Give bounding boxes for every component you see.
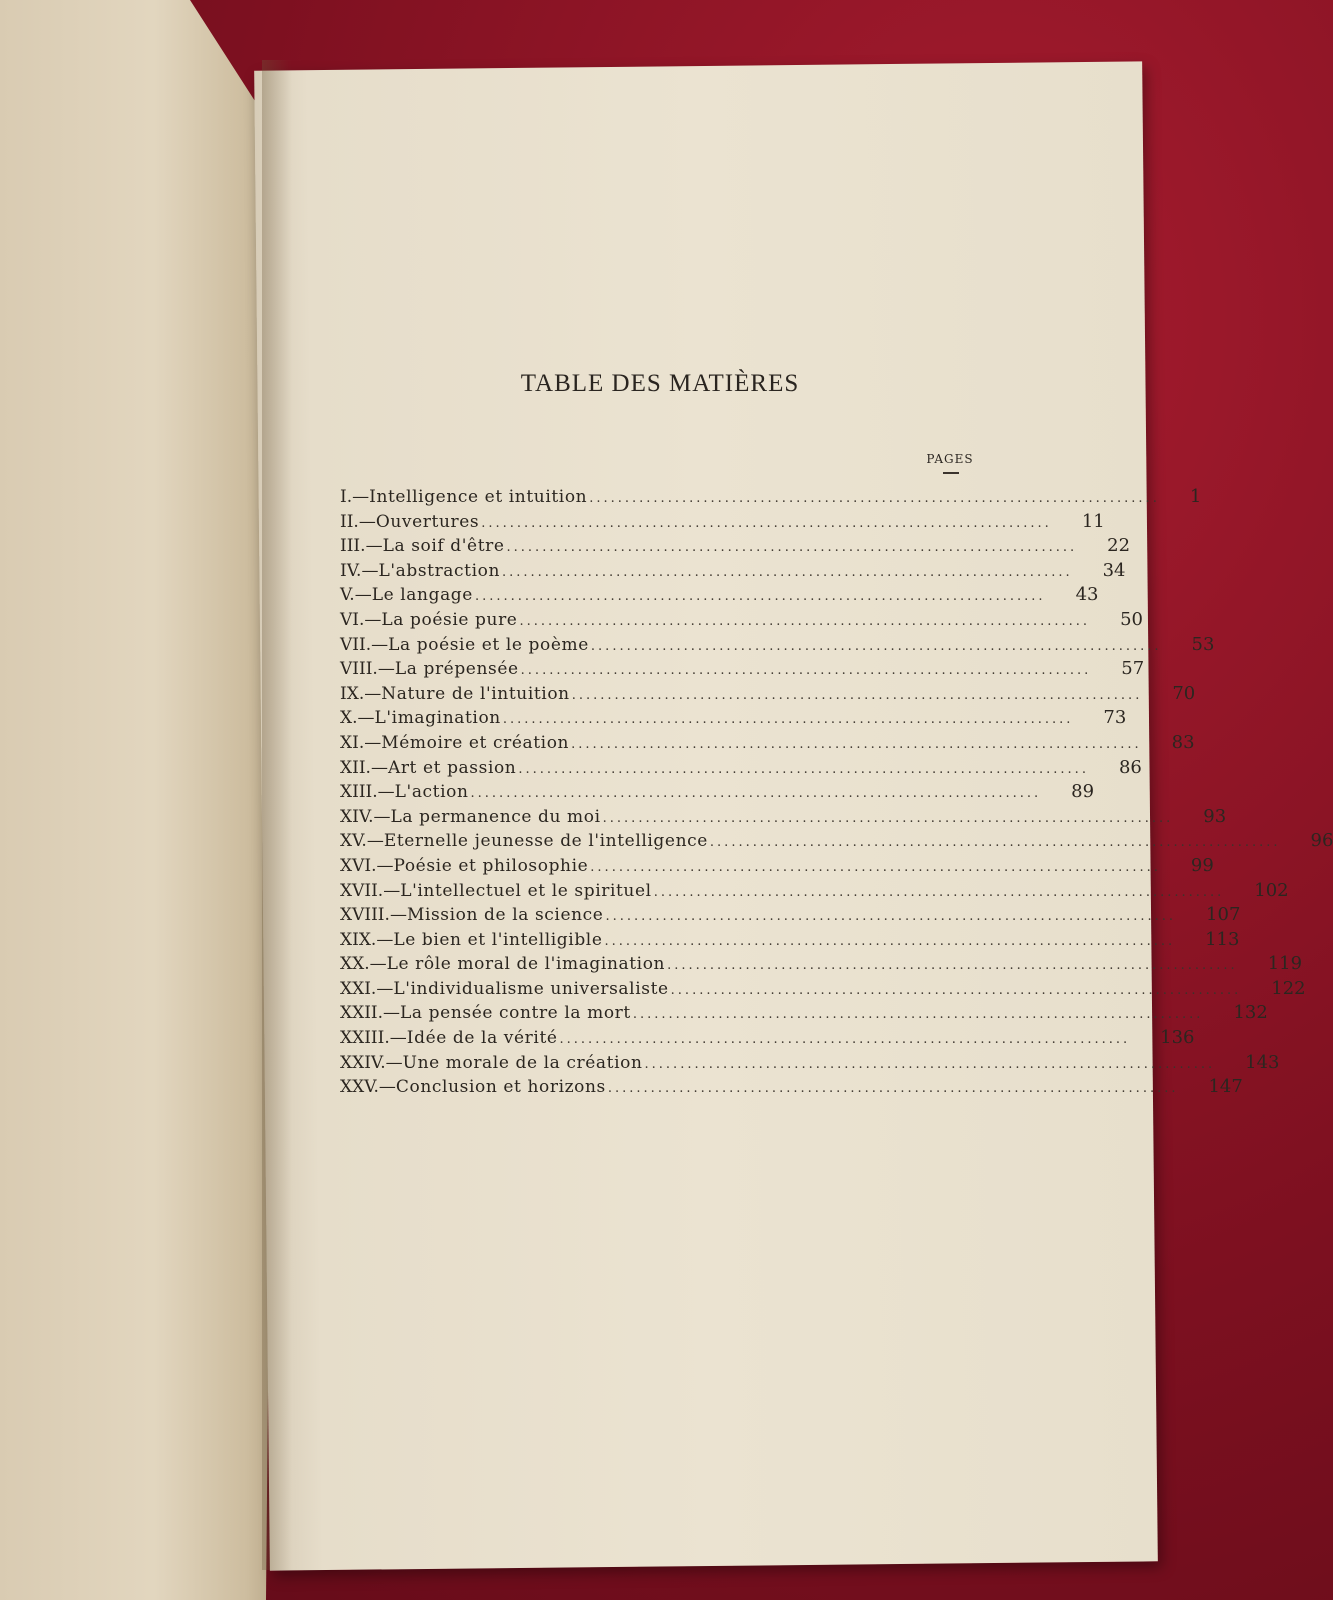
dot-leader: ................................................................................ (571, 736, 1142, 752)
chapter-title: L'abstraction (378, 560, 501, 581)
page-number: 50 (1120, 608, 1143, 630)
entry-dash: — (385, 1052, 403, 1073)
toc-entry (340, 731, 1195, 757)
page-number: 53 (1191, 633, 1215, 655)
chapter-numeral: XII. (340, 757, 371, 778)
chapter-numeral: V. (340, 585, 355, 606)
entry-dash: — (376, 929, 394, 950)
toc-entry (340, 781, 1095, 806)
page-number: 143 (1245, 1051, 1280, 1073)
dot-leader: ................................................................................ (502, 712, 1074, 728)
toc-entry (340, 928, 1240, 954)
page-number: 136 (1160, 1027, 1195, 1049)
chapter-title: Le langage (371, 585, 473, 606)
page-gutter (262, 60, 292, 1570)
chapter-title: Conclusion et horizons (395, 1077, 606, 1098)
toc-entry (340, 805, 1227, 831)
chapter-numeral: XIX. (340, 929, 377, 950)
dot-leader: ................................................................................ (709, 835, 1281, 851)
toc-entry (340, 854, 1214, 880)
page-number: 119 (1267, 953, 1303, 975)
chapter-numeral: VII. (340, 634, 372, 655)
dot-leader: ................................................................................ (644, 1056, 1216, 1072)
entry-dash: — (365, 536, 383, 557)
page-number: 107 (1206, 904, 1241, 926)
dot-leader: ................................................................................ (559, 1032, 1131, 1048)
entry-dash: — (377, 782, 395, 803)
entry-dash: — (352, 487, 370, 507)
page-number: 102 (1254, 879, 1289, 901)
chapter-title: La permanence du moi (390, 806, 601, 827)
entry-dash: — (364, 609, 382, 630)
toc-entry (340, 1076, 1243, 1101)
entry-dash: — (358, 511, 376, 532)
dot-leader: ................................................................................ (590, 859, 1161, 875)
dot-leader: ................................................................................ (605, 909, 1177, 925)
entry-dash: — (357, 708, 375, 729)
dot-leader: ................................................................................ (502, 564, 1073, 580)
chapter-title: L'imagination (374, 708, 501, 729)
page-number: 89 (1071, 781, 1095, 803)
dot-leader: ................................................................................ (653, 884, 1225, 900)
page-number: 132 (1233, 1002, 1268, 1024)
chapter-numeral: VIII. (340, 659, 378, 680)
toc-title: TABLE DES MATIÈRES (520, 370, 800, 397)
dot-leader: ................................................................................ (481, 515, 1052, 531)
entry-dash: — (361, 560, 379, 581)
chapter-title: L'intellectuel et le spirituel (400, 880, 652, 901)
dot-leader: ................................................................................ (632, 1007, 1204, 1023)
dot-leader: ................................................................................ (589, 491, 1160, 506)
entry-dash: — (369, 954, 387, 975)
page-number: 70 (1172, 682, 1196, 704)
chapter-title: L'individualisme universaliste (393, 978, 669, 999)
chapter-title: La soif d'être (382, 536, 505, 557)
entry-dash: — (364, 683, 382, 704)
dot-leader: ................................................................................ (518, 761, 1089, 777)
toc-entry (340, 879, 1289, 905)
page-number: 99 (1190, 854, 1214, 876)
chapter-numeral: XX. (340, 954, 370, 975)
chapter-title: Une morale de la création (402, 1052, 643, 1073)
chapter-numeral: XVI. (340, 855, 377, 876)
pages-label-underline (943, 472, 959, 474)
toc-entry (340, 486, 1202, 511)
toc-entry (340, 707, 1127, 732)
chapter-title: Ouvertures (375, 511, 480, 532)
dot-leader: ................................................................................ (520, 663, 1092, 679)
chapter-numeral: XIV. (340, 806, 374, 827)
page-number: 34 (1102, 559, 1126, 581)
chapter-numeral: XXIV. (340, 1052, 386, 1073)
entry-dash: — (370, 757, 388, 778)
page-number: 73 (1103, 707, 1127, 729)
chapter-title: Eternelle jeunesse de l'intelligence (383, 831, 708, 852)
page-number: 96 (1310, 830, 1333, 852)
entry-dash: — (389, 905, 407, 926)
chapter-title: Nature de l'intuition (381, 683, 570, 704)
page-number: 83 (1171, 731, 1195, 753)
dot-leader: ................................................................................ (474, 589, 1046, 605)
chapter-title: Le rôle moral de l'imagination (386, 954, 666, 975)
dot-leader: ................................................................................ (607, 1081, 1179, 1097)
entry-dash: — (378, 1077, 396, 1098)
chapter-numeral: X. (340, 708, 358, 729)
toc-entry (340, 510, 1105, 536)
chapter-numeral: IV. (340, 560, 362, 581)
entry-dash: — (389, 1028, 407, 1049)
toc-entry (340, 1051, 1280, 1077)
toc-entry (340, 1002, 1268, 1027)
toc-entry (340, 658, 1145, 683)
chapter-numeral: XXIII. (340, 1028, 390, 1049)
chapter-numeral: XXV. (340, 1077, 379, 1098)
entry-dash: — (364, 732, 382, 753)
entry-dash: — (376, 855, 394, 876)
dot-leader: ................................................................................ (670, 982, 1242, 998)
toc-entry (340, 633, 1215, 659)
entry-dash: — (376, 978, 394, 999)
page-number: 22 (1107, 535, 1131, 557)
entry-dash: — (366, 831, 384, 852)
toc-entry (340, 953, 1303, 978)
toc-entry (340, 1027, 1195, 1052)
chapter-numeral: VI. (340, 609, 365, 630)
dot-leader: ................................................................................ (590, 638, 1162, 654)
left-page (0, 0, 280, 1600)
chapter-numeral: III. (340, 536, 366, 557)
dot-leader: ................................................................................ (602, 810, 1174, 826)
dot-leader: ................................................................................ (519, 613, 1091, 629)
toc-entry (340, 682, 1196, 708)
chapter-title: La prépensée (394, 659, 519, 680)
chapter-numeral: XVIII. (340, 905, 390, 926)
page-number: 147 (1208, 1076, 1243, 1098)
page-number: 43 (1075, 584, 1099, 606)
toc-entry (340, 584, 1099, 609)
entry-dash: — (373, 806, 391, 827)
chapter-numeral: XI. (340, 732, 365, 753)
chapter-numeral: XVII. (340, 880, 384, 901)
chapter-title: Mission de la science (406, 905, 604, 926)
chapter-title: Intelligence et intuition (369, 487, 588, 507)
page-number: 86 (1118, 756, 1142, 778)
toc-entry (340, 977, 1306, 1003)
chapter-numeral: I. (340, 487, 353, 507)
chapter-title: Art et passion (387, 757, 517, 778)
pages-column-label: PAGES (926, 452, 974, 466)
entry-dash: — (377, 659, 395, 680)
toc-entry (340, 904, 1241, 929)
chapter-numeral: XXI. (340, 978, 377, 999)
page-number: 93 (1203, 805, 1227, 827)
chapter-title: Idée de la vérité (406, 1028, 558, 1049)
toc-list (340, 486, 1333, 1101)
page-number: 11 (1081, 510, 1105, 532)
chapter-title: La poésie pure (381, 609, 518, 630)
chapter-numeral: XV. (340, 831, 367, 852)
chapter-title: La poésie et le poème (388, 634, 589, 655)
toc-entry (340, 830, 1333, 855)
dot-leader: ................................................................................ (571, 687, 1143, 703)
chapter-numeral: II. (340, 511, 359, 532)
page-number: 113 (1205, 928, 1240, 950)
entry-dash: — (383, 1003, 401, 1024)
chapter-title: Le bien et l'intelligible (393, 929, 603, 950)
entry-dash: — (383, 880, 401, 901)
entry-dash: — (354, 585, 372, 606)
page-number: 1 (1189, 486, 1202, 507)
chapter-numeral: XIII. (340, 782, 378, 803)
toc-entry (340, 608, 1143, 634)
toc-entry (340, 756, 1142, 782)
chapter-title: Poésie et philosophie (393, 855, 589, 876)
dot-leader: ................................................................................ (667, 958, 1238, 974)
chapter-title: La pensée contre la mort (400, 1003, 631, 1024)
toc-entry (340, 535, 1131, 560)
dot-leader: ................................................................................ (470, 786, 1042, 802)
page-number: 122 (1271, 977, 1306, 999)
toc-entry (340, 559, 1126, 585)
page-number: 57 (1121, 658, 1145, 680)
entry-dash: — (371, 634, 389, 655)
chapter-numeral: IX. (340, 683, 365, 704)
chapter-title: Mémoire et création (381, 732, 570, 753)
chapter-title: L'action (394, 782, 469, 803)
dot-leader: ................................................................................ (604, 933, 1176, 949)
chapter-numeral: XXII. (340, 1003, 384, 1024)
dot-leader: ................................................................................ (506, 540, 1078, 556)
